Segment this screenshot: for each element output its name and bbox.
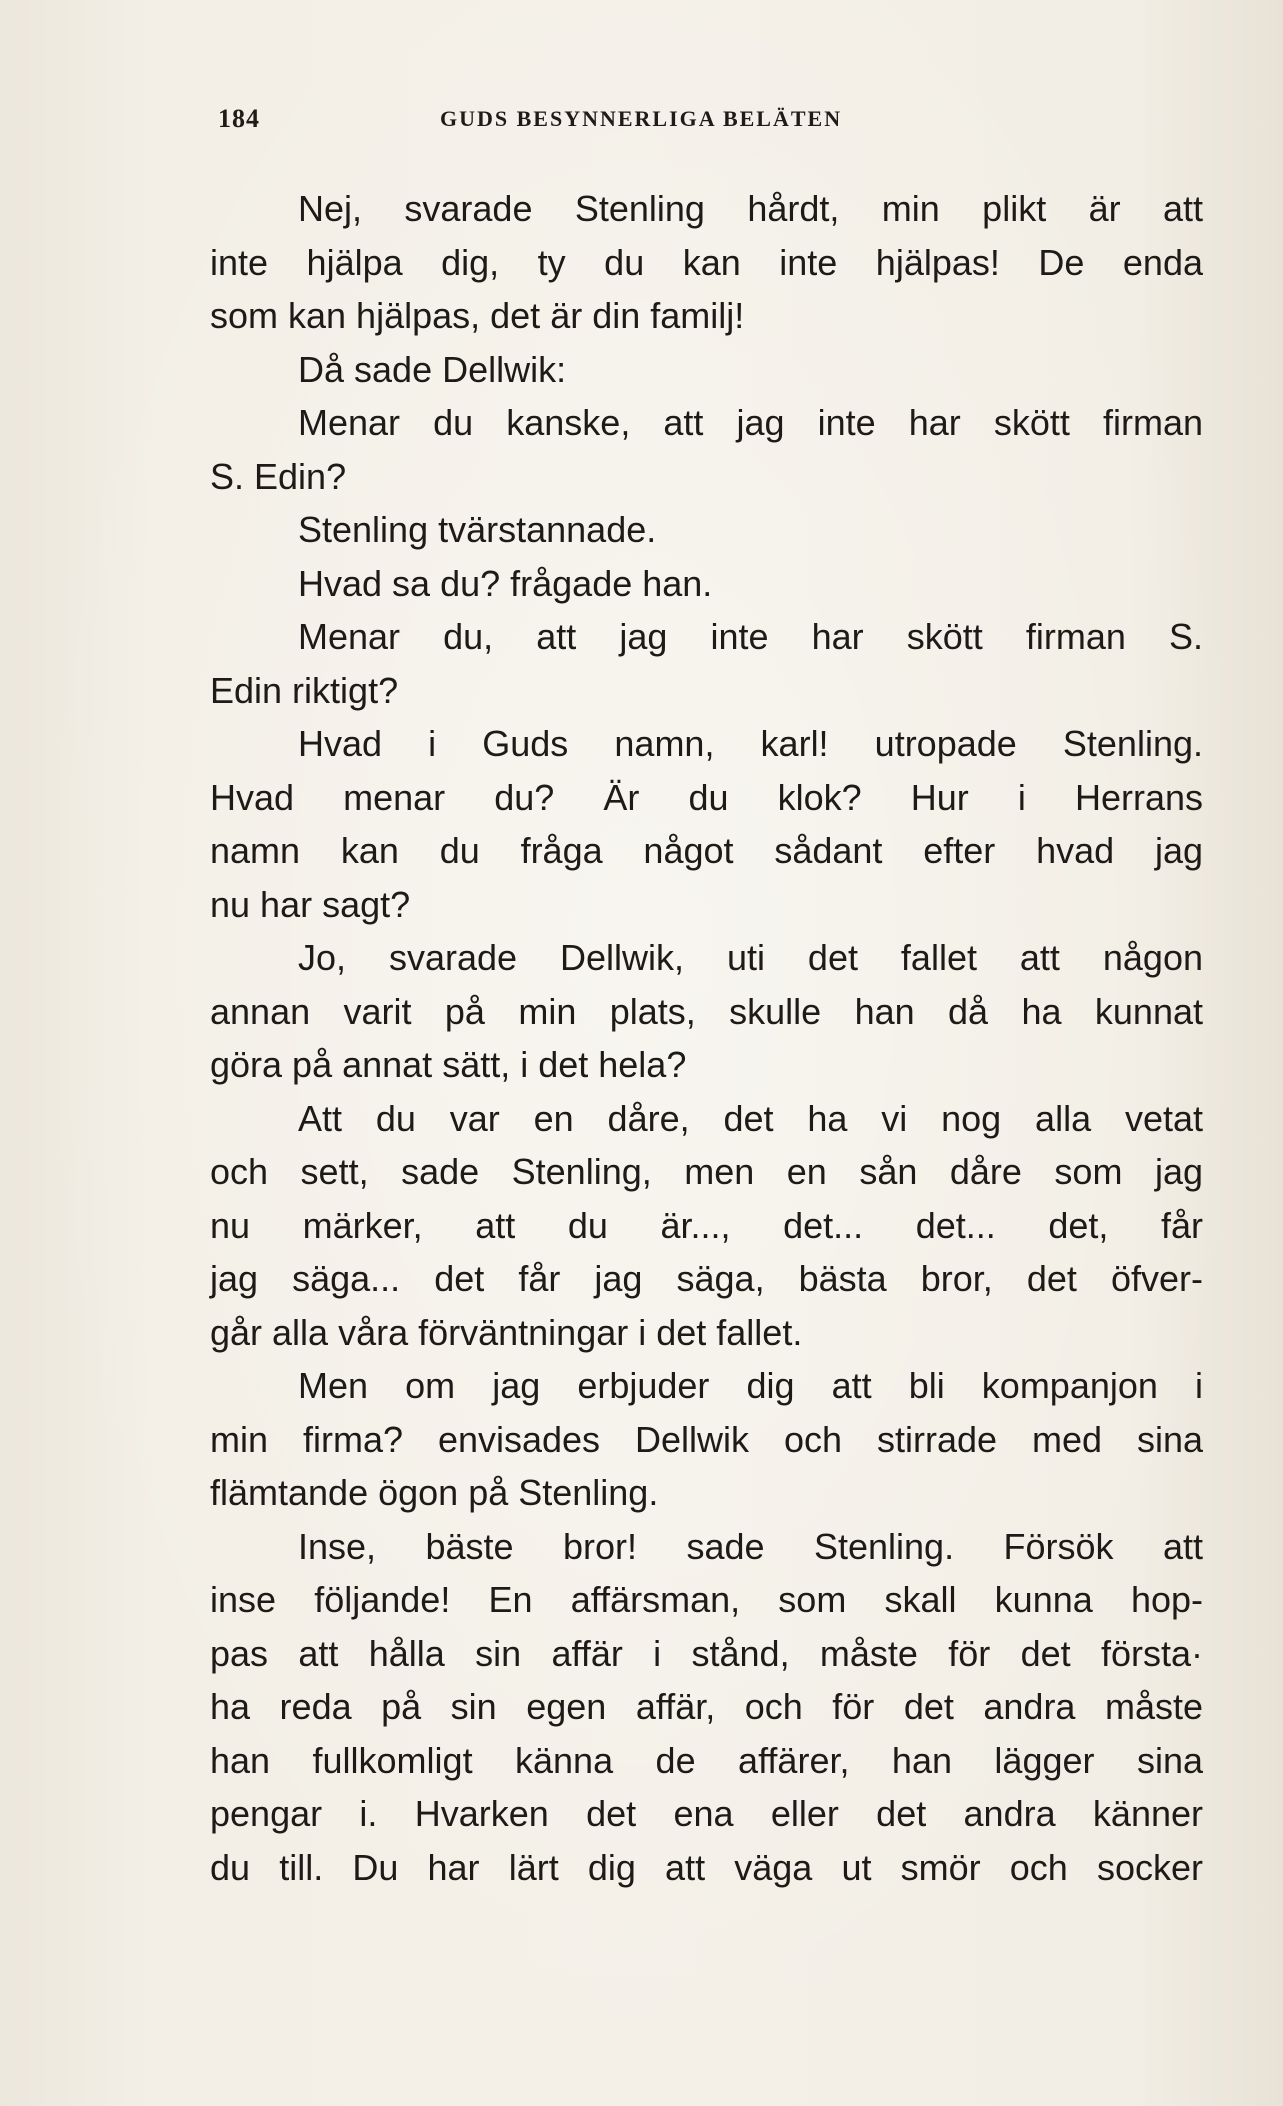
running-head: GUDS BESYNNERLIGA BELÄTEN bbox=[440, 106, 843, 131]
text-line: nu har sagt? bbox=[210, 883, 411, 925]
text-line: inse följande! En affärsman, som skall kunna hop- bbox=[210, 1579, 1203, 1620]
text-line: flämtande ögon på Stenling. bbox=[210, 1472, 659, 1513]
text-line: namn kan du fråga något sådant efter hvad jag bbox=[210, 830, 1203, 871]
text-line: Menar du kanske, att jag inte har skött firman bbox=[298, 402, 1203, 443]
text-line: min firma? envisades Dellwik och stirrade med sina bbox=[210, 1418, 1203, 1460]
text-line: som kan hjälpas, det är din familj! bbox=[210, 295, 745, 336]
text-line: Hvad i Guds namn, karl! utropade Stenling. bbox=[298, 723, 1203, 764]
text-line: Nej, svarade Stenling hårdt, min plikt är att bbox=[298, 188, 1203, 229]
text-line: och sett, sade Stenling, men en sån dåre som jag bbox=[210, 1151, 1203, 1192]
text-line: S. Edin? bbox=[210, 455, 347, 497]
page-number: 184 bbox=[218, 104, 260, 133]
text-line: Hvad menar du? Är du klok? Hur i Herrans bbox=[210, 776, 1203, 818]
text-line: Jo, svarade Dellwik, uti det fallet att någon bbox=[298, 937, 1203, 978]
text-line: Hvad sa du? frågade han. bbox=[298, 562, 713, 604]
text-line: annan varit på min plats, skulle han då ha kunnat bbox=[210, 990, 1203, 1032]
text-line: Stenling tvärstannade. bbox=[298, 509, 657, 550]
text-line: ha reda på sin egen affär, och för det andra måste bbox=[210, 1686, 1203, 1727]
text-line: Då sade Dellwik: bbox=[298, 348, 567, 390]
text-line: pengar i. Hvarken det ena eller det andra känner bbox=[210, 1793, 1203, 1834]
text-line: du till. Du har lärt dig att väga ut smör och socker bbox=[210, 1846, 1203, 1888]
text-line: inte hjälpa dig, ty du kan inte hjälpas! De enda bbox=[210, 241, 1203, 283]
page-header bbox=[218, 104, 998, 144]
text-line: Att du var en dåre, det ha vi nog alla vetat bbox=[298, 1097, 1203, 1139]
text-line: Inse, bäste bror! sade Stenling. Försök att bbox=[298, 1525, 1203, 1567]
text-line: går alla våra förväntningar i det fallet. bbox=[210, 1311, 803, 1353]
text-line: nu märker, att du är..., det... det... det, får bbox=[210, 1204, 1203, 1246]
text-line: göra på annat sätt, i det hela? bbox=[210, 1044, 687, 1085]
text-line: jag säga... det får jag säga, bästa bror, det öfver- bbox=[210, 1258, 1203, 1299]
text-line: Edin riktigt? bbox=[210, 669, 399, 711]
body-text bbox=[210, 182, 1203, 1894]
text-line: pas att hålla sin affär i stånd, måste för det första· bbox=[210, 1632, 1203, 1674]
text-line: Menar du, att jag inte har skött firman S. bbox=[298, 616, 1203, 657]
text-line: Men om jag erbjuder dig att bli kompanjon i bbox=[298, 1365, 1203, 1406]
text-line: han fullkomligt känna de affärer, han lägger sina bbox=[210, 1739, 1203, 1781]
